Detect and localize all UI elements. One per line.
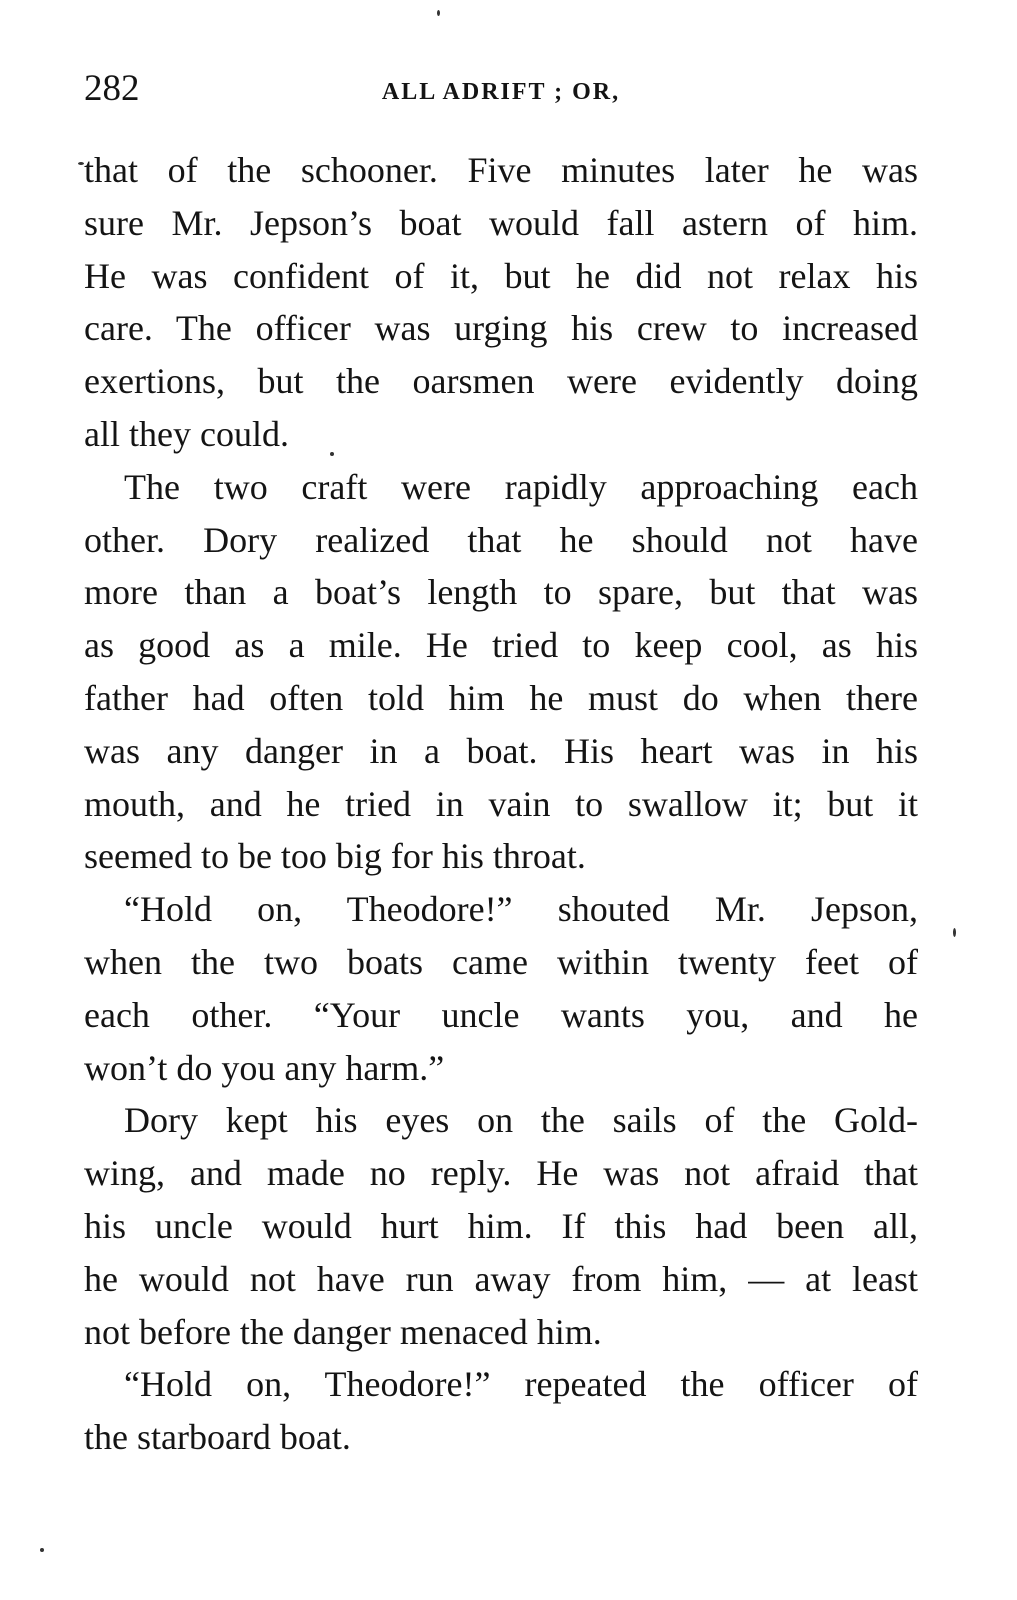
paragraph (84, 883, 918, 1094)
text-line: won’t do you any harm.” (84, 1047, 445, 1088)
text-line: care. The officer was urging his crew to increased (84, 308, 918, 349)
running-title: ALL ADRIFT ; OR, (381, 79, 621, 105)
page-number: 282 (84, 68, 140, 109)
text-line: each other. “Your uncle wants you, and he (84, 994, 918, 1035)
text-line: was any danger in a boat. His heart was in his (84, 730, 918, 771)
scan-speck (330, 452, 334, 456)
text-line: he would not have run away from him, — at least (84, 1258, 918, 1299)
text-line: as good as a mile. He tried to keep cool, as his (84, 625, 918, 666)
text-line: the starboard boat. (84, 1417, 351, 1458)
text-line: He was confident of it, but he did not relax his (84, 255, 918, 296)
scan-speck (78, 162, 84, 165)
text-line: not before the danger menaced him. (84, 1311, 602, 1352)
text-line: “Hold on, Theodore!” shouted Mr. Jepson, (124, 889, 918, 930)
paragraph (84, 1358, 918, 1464)
paragraph (84, 461, 918, 883)
text-line: seemed to be too big for his throat. (84, 836, 586, 877)
scan-speck (953, 928, 956, 937)
text-line: “Hold on, Theodore!” repeated the officer of (124, 1364, 918, 1405)
text-line: other. Dory realized that he should not have (84, 519, 918, 560)
text-line: all they could. (84, 413, 289, 454)
text-line: exertions, but the oarsmen were evidently doing (84, 361, 918, 402)
text-line: sure Mr. Jepson’s boat would fall astern of him. (84, 202, 918, 243)
text-line: father had often told him he must do when there (84, 677, 918, 718)
text-line: mouth, and he tried in vain to swallow it; but it (84, 783, 918, 824)
paragraph (84, 144, 918, 461)
body-text (84, 144, 918, 1464)
paragraph (84, 1094, 918, 1358)
text-line: more than a boat’s length to spare, but that was (84, 572, 918, 613)
scan-speck (437, 10, 440, 16)
text-line: when the two boats came within twenty feet of (84, 941, 918, 982)
running-head (84, 66, 918, 116)
text-line: The two craft were rapidly approaching each (124, 466, 918, 507)
text-line: his uncle would hurt him. If this had been all, (84, 1205, 918, 1246)
text-line: wing, and made no reply. He was not afraid that (84, 1153, 918, 1194)
text-line: that of the schooner. Five minutes later he was (84, 150, 918, 190)
text-line: Dory kept his eyes on the sails of the Gold- (124, 1100, 918, 1141)
scan-speck (40, 1548, 44, 1552)
